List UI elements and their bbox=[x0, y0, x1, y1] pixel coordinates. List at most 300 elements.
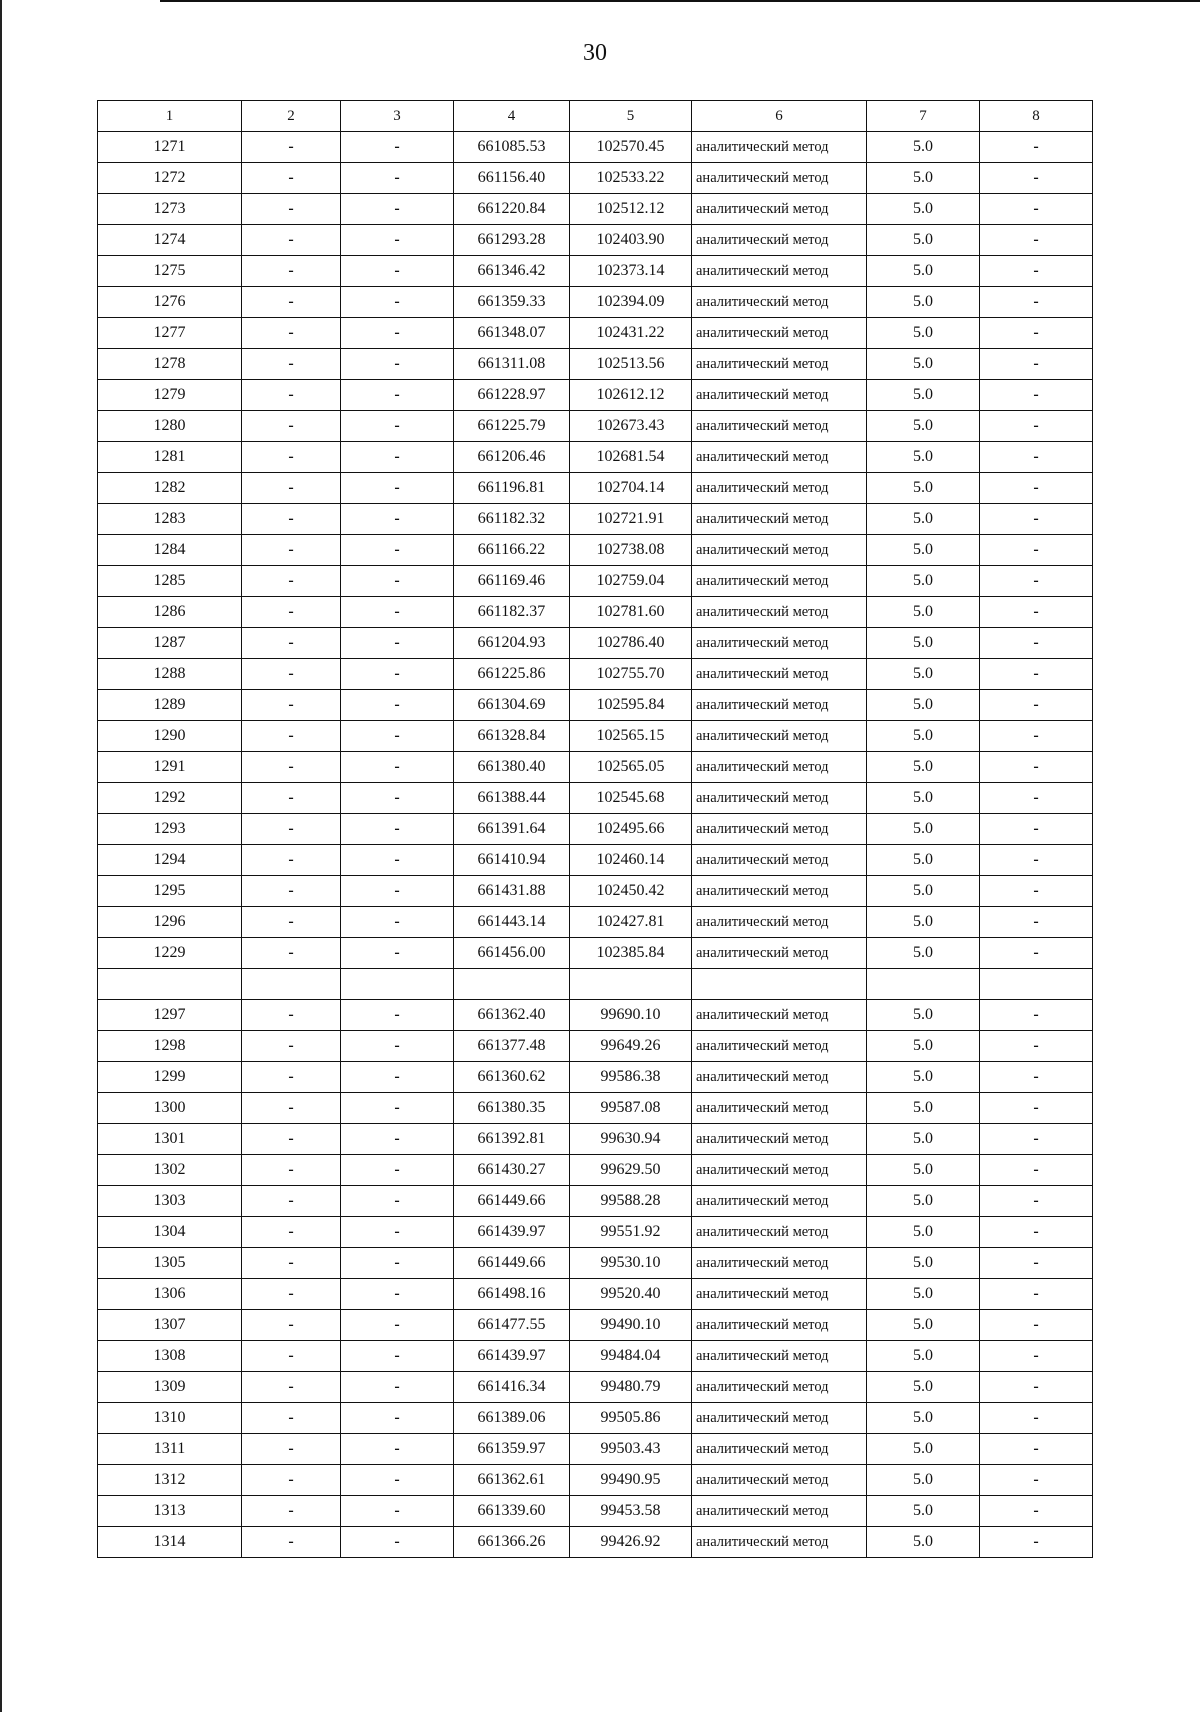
method-cell: аналитический метод bbox=[692, 1279, 867, 1310]
method-cell: аналитический метод bbox=[692, 380, 867, 411]
accuracy-cell: 5.0 bbox=[867, 1372, 980, 1403]
x-coordinate-cell: 661380.40 bbox=[454, 752, 570, 783]
y-coordinate-cell: 99505.86 bbox=[570, 1403, 692, 1434]
method-cell: аналитический метод bbox=[692, 907, 867, 938]
column-3-cell: - bbox=[341, 132, 454, 163]
x-coordinate-cell: 661416.34 bbox=[454, 1372, 570, 1403]
column-3-cell: - bbox=[341, 1248, 454, 1279]
x-coordinate-cell: 661439.97 bbox=[454, 1217, 570, 1248]
x-coordinate-cell: 661225.79 bbox=[454, 411, 570, 442]
column-3-cell: - bbox=[341, 1372, 454, 1403]
method-cell bbox=[692, 969, 867, 1000]
y-coordinate-cell: 102704.14 bbox=[570, 473, 692, 504]
y-coordinate-cell: 102681.54 bbox=[570, 442, 692, 473]
column-2-cell: - bbox=[242, 380, 341, 411]
point-number-cell: 1288 bbox=[98, 659, 242, 690]
column-8-cell: - bbox=[980, 1465, 1093, 1496]
column-3-cell: - bbox=[341, 225, 454, 256]
accuracy-cell: 5.0 bbox=[867, 256, 980, 287]
table-row bbox=[98, 504, 1093, 535]
table-row bbox=[98, 1124, 1093, 1155]
x-coordinate-cell: 661410.94 bbox=[454, 845, 570, 876]
column-8-cell: - bbox=[980, 938, 1093, 969]
method-cell: аналитический метод bbox=[692, 752, 867, 783]
table-row bbox=[98, 1527, 1093, 1558]
table-row bbox=[98, 380, 1093, 411]
column-8-cell: - bbox=[980, 597, 1093, 628]
column-8-cell: - bbox=[980, 256, 1093, 287]
column-3-cell: - bbox=[341, 163, 454, 194]
column-3-cell: - bbox=[341, 1093, 454, 1124]
y-coordinate-cell: 102721.91 bbox=[570, 504, 692, 535]
table-row bbox=[98, 938, 1093, 969]
y-coordinate-cell: 102513.56 bbox=[570, 349, 692, 380]
column-2-cell: - bbox=[242, 1403, 341, 1434]
table-row bbox=[98, 1279, 1093, 1310]
column-8-cell: - bbox=[980, 1124, 1093, 1155]
column-2-cell: - bbox=[242, 473, 341, 504]
method-cell: аналитический метод bbox=[692, 318, 867, 349]
table-row bbox=[98, 349, 1093, 380]
table-row bbox=[98, 1093, 1093, 1124]
y-coordinate-cell: 99530.10 bbox=[570, 1248, 692, 1279]
table-row bbox=[98, 535, 1093, 566]
column-2-cell: - bbox=[242, 1341, 341, 1372]
column-8-cell: - bbox=[980, 442, 1093, 473]
accuracy-cell: 5.0 bbox=[867, 1093, 980, 1124]
table-row bbox=[98, 1372, 1093, 1403]
point-number-cell: 1308 bbox=[98, 1341, 242, 1372]
column-2-cell: - bbox=[242, 1527, 341, 1558]
point-number-cell: 1309 bbox=[98, 1372, 242, 1403]
column-2-cell: - bbox=[242, 1000, 341, 1031]
point-number-cell: 1307 bbox=[98, 1310, 242, 1341]
column-2-cell: - bbox=[242, 814, 341, 845]
column-8-cell bbox=[980, 969, 1093, 1000]
accuracy-cell: 5.0 bbox=[867, 1155, 980, 1186]
column-8-cell: - bbox=[980, 1217, 1093, 1248]
accuracy-cell: 5.0 bbox=[867, 1124, 980, 1155]
column-8-cell: - bbox=[980, 504, 1093, 535]
column-2-cell: - bbox=[242, 597, 341, 628]
table-row bbox=[98, 814, 1093, 845]
accuracy-cell: 5.0 bbox=[867, 690, 980, 721]
table-row bbox=[98, 1217, 1093, 1248]
y-coordinate-cell: 102565.05 bbox=[570, 752, 692, 783]
column-3-cell: - bbox=[341, 845, 454, 876]
method-cell: аналитический метод bbox=[692, 721, 867, 752]
method-cell: аналитический метод bbox=[692, 163, 867, 194]
method-cell: аналитический метод bbox=[692, 938, 867, 969]
point-number-cell bbox=[98, 969, 242, 1000]
column-3-cell: - bbox=[341, 1434, 454, 1465]
column-3-cell: - bbox=[341, 473, 454, 504]
x-coordinate-cell: 661498.16 bbox=[454, 1279, 570, 1310]
method-cell: аналитический метод bbox=[692, 442, 867, 473]
accuracy-cell: 5.0 bbox=[867, 318, 980, 349]
accuracy-cell: 5.0 bbox=[867, 349, 980, 380]
column-2-cell: - bbox=[242, 442, 341, 473]
method-cell: аналитический метод bbox=[692, 1217, 867, 1248]
accuracy-cell: 5.0 bbox=[867, 566, 980, 597]
column-3-cell: - bbox=[341, 1310, 454, 1341]
point-number-cell: 1277 bbox=[98, 318, 242, 349]
point-number-cell: 1301 bbox=[98, 1124, 242, 1155]
point-number-cell: 1302 bbox=[98, 1155, 242, 1186]
point-number-cell: 1289 bbox=[98, 690, 242, 721]
page-number: 30 bbox=[583, 40, 607, 66]
y-coordinate-cell: 99484.04 bbox=[570, 1341, 692, 1372]
column-2-cell: - bbox=[242, 721, 341, 752]
column-8-cell: - bbox=[980, 1434, 1093, 1465]
method-cell: аналитический метод bbox=[692, 1248, 867, 1279]
y-coordinate-cell: 99629.50 bbox=[570, 1155, 692, 1186]
column-3-cell: - bbox=[341, 566, 454, 597]
x-coordinate-cell: 661362.40 bbox=[454, 1000, 570, 1031]
x-coordinate-cell: 661346.42 bbox=[454, 256, 570, 287]
column-header: 5 bbox=[570, 101, 692, 132]
method-cell: аналитический метод bbox=[692, 1124, 867, 1155]
point-number-cell: 1297 bbox=[98, 1000, 242, 1031]
method-cell: аналитический метод bbox=[692, 597, 867, 628]
table-row bbox=[98, 1403, 1093, 1434]
column-3-cell: - bbox=[341, 1279, 454, 1310]
y-coordinate-cell: 99453.58 bbox=[570, 1496, 692, 1527]
x-coordinate-cell: 661362.61 bbox=[454, 1465, 570, 1496]
x-coordinate-cell: 661439.97 bbox=[454, 1341, 570, 1372]
table-row bbox=[98, 1062, 1093, 1093]
table-body bbox=[98, 132, 1093, 1558]
y-coordinate-cell: 102673.43 bbox=[570, 411, 692, 442]
method-cell: аналитический метод bbox=[692, 349, 867, 380]
column-8-cell: - bbox=[980, 318, 1093, 349]
column-3-cell: - bbox=[341, 1000, 454, 1031]
column-3-cell: - bbox=[341, 721, 454, 752]
y-coordinate-cell: 102533.22 bbox=[570, 163, 692, 194]
column-2-cell: - bbox=[242, 1279, 341, 1310]
column-2-cell: - bbox=[242, 1062, 341, 1093]
column-3-cell: - bbox=[341, 194, 454, 225]
accuracy-cell: 5.0 bbox=[867, 132, 980, 163]
x-coordinate-cell: 661169.46 bbox=[454, 566, 570, 597]
point-number-cell: 1312 bbox=[98, 1465, 242, 1496]
table-row bbox=[98, 442, 1093, 473]
accuracy-cell: 5.0 bbox=[867, 1186, 980, 1217]
column-3-cell: - bbox=[341, 752, 454, 783]
column-3-cell: - bbox=[341, 938, 454, 969]
column-2-cell: - bbox=[242, 1093, 341, 1124]
point-number-cell: 1276 bbox=[98, 287, 242, 318]
column-3-cell: - bbox=[341, 1465, 454, 1496]
y-coordinate-cell: 99630.94 bbox=[570, 1124, 692, 1155]
method-cell: аналитический метод bbox=[692, 1310, 867, 1341]
accuracy-cell: 5.0 bbox=[867, 1217, 980, 1248]
y-coordinate-cell bbox=[570, 969, 692, 1000]
x-coordinate-cell: 661225.86 bbox=[454, 659, 570, 690]
y-coordinate-cell: 102512.12 bbox=[570, 194, 692, 225]
page-left-edge bbox=[0, 0, 2, 1712]
y-coordinate-cell: 102460.14 bbox=[570, 845, 692, 876]
column-3-cell: - bbox=[341, 690, 454, 721]
column-3-cell: - bbox=[341, 442, 454, 473]
column-2-cell: - bbox=[242, 535, 341, 566]
method-cell: аналитический метод bbox=[692, 1372, 867, 1403]
table-row bbox=[98, 597, 1093, 628]
column-2-cell: - bbox=[242, 411, 341, 442]
column-8-cell: - bbox=[980, 1248, 1093, 1279]
column-8-cell: - bbox=[980, 1527, 1093, 1558]
method-cell: аналитический метод bbox=[692, 473, 867, 504]
table-row bbox=[98, 1341, 1093, 1372]
column-8-cell: - bbox=[980, 721, 1093, 752]
column-3-cell: - bbox=[341, 1217, 454, 1248]
column-8-cell: - bbox=[980, 163, 1093, 194]
x-coordinate-cell: 661443.14 bbox=[454, 907, 570, 938]
column-8-cell: - bbox=[980, 473, 1093, 504]
y-coordinate-cell: 99490.95 bbox=[570, 1465, 692, 1496]
column-3-cell: - bbox=[341, 1186, 454, 1217]
column-header: 4 bbox=[454, 101, 570, 132]
accuracy-cell: 5.0 bbox=[867, 504, 980, 535]
point-number-cell: 1298 bbox=[98, 1031, 242, 1062]
accuracy-cell: 5.0 bbox=[867, 845, 980, 876]
column-8-cell: - bbox=[980, 132, 1093, 163]
table-row bbox=[98, 163, 1093, 194]
method-cell: аналитический метод bbox=[692, 876, 867, 907]
point-number-cell: 1290 bbox=[98, 721, 242, 752]
y-coordinate-cell: 102755.70 bbox=[570, 659, 692, 690]
table-row bbox=[98, 783, 1093, 814]
column-8-cell: - bbox=[980, 380, 1093, 411]
point-number-cell: 1286 bbox=[98, 597, 242, 628]
x-coordinate-cell: 661339.60 bbox=[454, 1496, 570, 1527]
column-3-cell: - bbox=[341, 597, 454, 628]
column-2-cell: - bbox=[242, 163, 341, 194]
column-2-cell: - bbox=[242, 1217, 341, 1248]
point-number-cell: 1282 bbox=[98, 473, 242, 504]
column-8-cell: - bbox=[980, 1310, 1093, 1341]
x-coordinate-cell: 661449.66 bbox=[454, 1186, 570, 1217]
column-2-cell: - bbox=[242, 1465, 341, 1496]
method-cell: аналитический метод bbox=[692, 411, 867, 442]
point-number-cell: 1278 bbox=[98, 349, 242, 380]
x-coordinate-cell: 661293.28 bbox=[454, 225, 570, 256]
method-cell: аналитический метод bbox=[692, 535, 867, 566]
accuracy-cell: 5.0 bbox=[867, 1341, 980, 1372]
x-coordinate-cell: 661085.53 bbox=[454, 132, 570, 163]
y-coordinate-cell: 102759.04 bbox=[570, 566, 692, 597]
x-coordinate-cell: 661456.00 bbox=[454, 938, 570, 969]
x-coordinate-cell: 661360.62 bbox=[454, 1062, 570, 1093]
method-cell: аналитический метод bbox=[692, 1062, 867, 1093]
column-3-cell: - bbox=[341, 1062, 454, 1093]
column-3-cell: - bbox=[341, 535, 454, 566]
column-8-cell: - bbox=[980, 814, 1093, 845]
x-coordinate-cell: 661182.32 bbox=[454, 504, 570, 535]
point-number-cell: 1281 bbox=[98, 442, 242, 473]
accuracy-cell: 5.0 bbox=[867, 783, 980, 814]
method-cell: аналитический метод bbox=[692, 1341, 867, 1372]
y-coordinate-cell: 99586.38 bbox=[570, 1062, 692, 1093]
table-row bbox=[98, 907, 1093, 938]
column-2-cell: - bbox=[242, 659, 341, 690]
table-row bbox=[98, 473, 1093, 504]
point-number-cell: 1311 bbox=[98, 1434, 242, 1465]
point-number-cell: 1275 bbox=[98, 256, 242, 287]
x-coordinate-cell bbox=[454, 969, 570, 1000]
accuracy-cell: 5.0 bbox=[867, 1062, 980, 1093]
method-cell: аналитический метод bbox=[692, 690, 867, 721]
accuracy-cell: 5.0 bbox=[867, 659, 980, 690]
column-2-cell: - bbox=[242, 876, 341, 907]
method-cell: аналитический метод bbox=[692, 1434, 867, 1465]
point-number-cell: 1279 bbox=[98, 380, 242, 411]
point-number-cell: 1300 bbox=[98, 1093, 242, 1124]
column-3-cell: - bbox=[341, 907, 454, 938]
accuracy-cell: 5.0 bbox=[867, 1496, 980, 1527]
column-8-cell: - bbox=[980, 752, 1093, 783]
column-8-cell: - bbox=[980, 1279, 1093, 1310]
y-coordinate-cell: 102570.45 bbox=[570, 132, 692, 163]
point-number-cell: 1274 bbox=[98, 225, 242, 256]
accuracy-cell: 5.0 bbox=[867, 814, 980, 845]
y-coordinate-cell: 102786.40 bbox=[570, 628, 692, 659]
column-header: 8 bbox=[980, 101, 1093, 132]
column-3-cell: - bbox=[341, 287, 454, 318]
column-8-cell: - bbox=[980, 194, 1093, 225]
table-row bbox=[98, 1434, 1093, 1465]
y-coordinate-cell: 102431.22 bbox=[570, 318, 692, 349]
x-coordinate-cell: 661391.64 bbox=[454, 814, 570, 845]
column-2-cell: - bbox=[242, 690, 341, 721]
method-cell: аналитический метод bbox=[692, 1155, 867, 1186]
table-row bbox=[98, 1000, 1093, 1031]
table-row bbox=[98, 1248, 1093, 1279]
column-8-cell: - bbox=[980, 1000, 1093, 1031]
y-coordinate-cell: 102394.09 bbox=[570, 287, 692, 318]
method-cell: аналитический метод bbox=[692, 287, 867, 318]
table-spacer-row bbox=[98, 969, 1093, 1000]
x-coordinate-cell: 661388.44 bbox=[454, 783, 570, 814]
point-number-cell: 1285 bbox=[98, 566, 242, 597]
table-row bbox=[98, 256, 1093, 287]
column-3-cell: - bbox=[341, 783, 454, 814]
method-cell: аналитический метод bbox=[692, 845, 867, 876]
column-8-cell: - bbox=[980, 1093, 1093, 1124]
x-coordinate-cell: 661166.22 bbox=[454, 535, 570, 566]
point-number-cell: 1287 bbox=[98, 628, 242, 659]
table-row bbox=[98, 1465, 1093, 1496]
column-3-cell: - bbox=[341, 659, 454, 690]
column-2-cell: - bbox=[242, 1496, 341, 1527]
method-cell: аналитический метод bbox=[692, 783, 867, 814]
column-8-cell: - bbox=[980, 690, 1093, 721]
coordinates-table-container bbox=[97, 100, 1092, 1558]
column-2-cell: - bbox=[242, 132, 341, 163]
column-3-cell: - bbox=[341, 256, 454, 287]
point-number-cell: 1299 bbox=[98, 1062, 242, 1093]
column-3-cell bbox=[341, 969, 454, 1000]
point-number-cell: 1293 bbox=[98, 814, 242, 845]
column-2-cell: - bbox=[242, 628, 341, 659]
y-coordinate-cell: 102545.68 bbox=[570, 783, 692, 814]
page-top-rule bbox=[160, 0, 1200, 2]
column-3-cell: - bbox=[341, 876, 454, 907]
y-coordinate-cell: 99503.43 bbox=[570, 1434, 692, 1465]
table-row bbox=[98, 628, 1093, 659]
accuracy-cell: 5.0 bbox=[867, 194, 980, 225]
table-header-row bbox=[98, 101, 1093, 132]
column-8-cell: - bbox=[980, 1403, 1093, 1434]
accuracy-cell: 5.0 bbox=[867, 1279, 980, 1310]
x-coordinate-cell: 661206.46 bbox=[454, 442, 570, 473]
accuracy-cell: 5.0 bbox=[867, 628, 980, 659]
column-2-cell: - bbox=[242, 225, 341, 256]
y-coordinate-cell: 102595.84 bbox=[570, 690, 692, 721]
column-header: 2 bbox=[242, 101, 341, 132]
y-coordinate-cell: 102427.81 bbox=[570, 907, 692, 938]
column-8-cell: - bbox=[980, 1062, 1093, 1093]
method-cell: аналитический метод bbox=[692, 1093, 867, 1124]
method-cell: аналитический метод bbox=[692, 1000, 867, 1031]
column-8-cell: - bbox=[980, 1186, 1093, 1217]
method-cell: аналитический метод bbox=[692, 1031, 867, 1062]
x-coordinate-cell: 661304.69 bbox=[454, 690, 570, 721]
x-coordinate-cell: 661311.08 bbox=[454, 349, 570, 380]
accuracy-cell: 5.0 bbox=[867, 442, 980, 473]
method-cell: аналитический метод bbox=[692, 1465, 867, 1496]
column-3-cell: - bbox=[341, 318, 454, 349]
accuracy-cell: 5.0 bbox=[867, 1527, 980, 1558]
y-coordinate-cell: 102450.42 bbox=[570, 876, 692, 907]
column-3-cell: - bbox=[341, 1341, 454, 1372]
table-row bbox=[98, 132, 1093, 163]
x-coordinate-cell: 661477.55 bbox=[454, 1310, 570, 1341]
column-2-cell: - bbox=[242, 256, 341, 287]
table-row bbox=[98, 845, 1093, 876]
method-cell: аналитический метод bbox=[692, 225, 867, 256]
method-cell: аналитический метод bbox=[692, 814, 867, 845]
y-coordinate-cell: 99426.92 bbox=[570, 1527, 692, 1558]
y-coordinate-cell: 99587.08 bbox=[570, 1093, 692, 1124]
accuracy-cell: 5.0 bbox=[867, 1434, 980, 1465]
point-number-cell: 1271 bbox=[98, 132, 242, 163]
column-header: 7 bbox=[867, 101, 980, 132]
y-coordinate-cell: 99520.40 bbox=[570, 1279, 692, 1310]
x-coordinate-cell: 661389.06 bbox=[454, 1403, 570, 1434]
column-3-cell: - bbox=[341, 1403, 454, 1434]
point-number-cell: 1272 bbox=[98, 163, 242, 194]
column-header: 6 bbox=[692, 101, 867, 132]
method-cell: аналитический метод bbox=[692, 659, 867, 690]
table-row bbox=[98, 225, 1093, 256]
accuracy-cell: 5.0 bbox=[867, 907, 980, 938]
column-2-cell: - bbox=[242, 1186, 341, 1217]
point-number-cell: 1304 bbox=[98, 1217, 242, 1248]
point-number-cell: 1303 bbox=[98, 1186, 242, 1217]
column-2-cell bbox=[242, 969, 341, 1000]
point-number-cell: 1280 bbox=[98, 411, 242, 442]
method-cell: аналитический метод bbox=[692, 504, 867, 535]
x-coordinate-cell: 661380.35 bbox=[454, 1093, 570, 1124]
y-coordinate-cell: 102403.90 bbox=[570, 225, 692, 256]
y-coordinate-cell: 99490.10 bbox=[570, 1310, 692, 1341]
column-2-cell: - bbox=[242, 938, 341, 969]
accuracy-cell: 5.0 bbox=[867, 938, 980, 969]
point-number-cell: 1229 bbox=[98, 938, 242, 969]
y-coordinate-cell: 99480.79 bbox=[570, 1372, 692, 1403]
method-cell: аналитический метод bbox=[692, 256, 867, 287]
